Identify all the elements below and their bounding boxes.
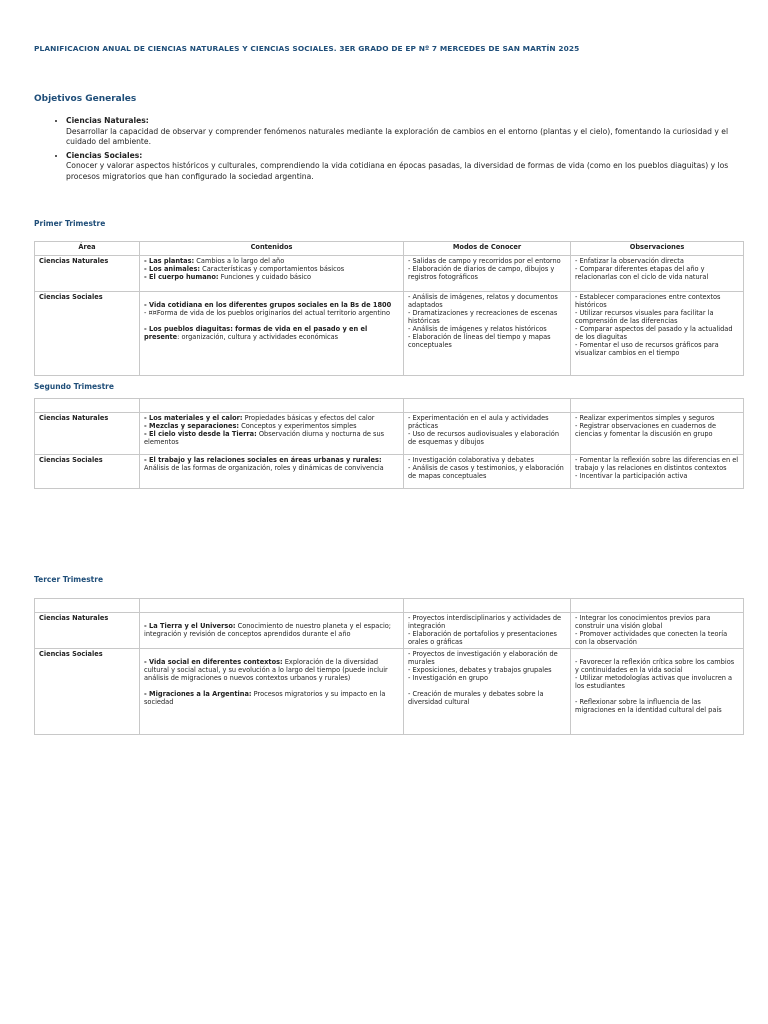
observacion-item: - Favorecer la reflexión crítica sobre los cambios y continuidades en la vida social — [575, 658, 735, 674]
observacion-item: - Utilizar recursos visuales para facilitar la comprensión de las diferencias — [575, 309, 714, 325]
observaciones-cell — [571, 455, 744, 489]
observaciones-cell — [571, 613, 744, 649]
contenidos-cell — [140, 613, 404, 649]
column-header — [571, 399, 744, 413]
observacion-item: - Integrar los conocimientos previos para construir una visión global — [575, 614, 711, 630]
modo-item: - Análisis de imágenes y relatos históricos — [408, 325, 547, 333]
table-header-row — [35, 399, 744, 413]
content-topic: - Mezclas y separaciones: — [144, 422, 240, 430]
column-header: Observaciones — [571, 242, 744, 256]
observaciones-cell — [571, 292, 744, 376]
table-header-row — [35, 599, 744, 613]
content-detail: Análisis de las formas de organización, roles y dinámicas de convivencia — [144, 464, 384, 472]
column-header — [404, 599, 571, 613]
modos-cell — [404, 455, 571, 489]
objective-item — [66, 116, 746, 148]
observaciones-cell — [571, 256, 744, 292]
content-topic: - El cuerpo humano: — [144, 273, 219, 281]
content-detail: Observación diurna y nocturna de sus elementos — [144, 430, 385, 446]
contenidos-cell — [140, 649, 404, 735]
spacer — [144, 293, 399, 301]
spacer — [144, 682, 399, 690]
observacion-item: - Incentivar la participación activa — [575, 472, 688, 480]
objective-name: Ciencias Naturales: — [66, 116, 149, 125]
modos-cell — [404, 292, 571, 376]
observacion-item: - Comparar aspectos del pasado y la actualidad de los diaguitas — [575, 325, 733, 341]
column-header — [140, 599, 404, 613]
document-title: PLANIFICACION ANUAL DE CIENCIAS NATURALES Y CIENCIAS SOCIALES. 3ER GRADO DE EP Nº 7 MERCEDES DE SAN MARTÍN 2025 — [34, 44, 580, 53]
modo-item: - Creación de murales y debates sobre la diversidad cultural — [408, 690, 544, 706]
modo-item: - Dramatizaciones y recreaciones de escenas históricas — [408, 309, 558, 325]
modo-item: - Proyectos de investigación y elaboración de murales — [408, 650, 558, 666]
content-topic: - Los materiales y el calor: — [144, 414, 243, 422]
objective-item — [66, 151, 746, 183]
spacer — [575, 690, 739, 698]
column-header: Área — [35, 242, 140, 256]
column-header — [35, 599, 140, 613]
column-header — [571, 599, 744, 613]
content-topic: - La Tierra y el Universo: — [144, 622, 236, 630]
content-item — [144, 301, 399, 309]
content-item — [144, 325, 399, 341]
objective-name: Ciencias Sociales: — [66, 150, 143, 160]
column-header — [404, 399, 571, 413]
content-item — [144, 265, 399, 273]
modos-cell — [404, 413, 571, 455]
spacer — [144, 614, 399, 622]
column-header: Modos de Conocer — [404, 242, 571, 256]
trimester-2-table — [34, 398, 744, 489]
observacion-item: - Comparar diferentes etapas del año y relacionarlas con el ciclo de vida natural — [575, 265, 709, 281]
content-detail: Exploración de la diversidad cultural y social actual, y su evolución a lo largo del tiempo (puede incluir análisis de migraciones o nuevos contextos urbanos y rurales) — [144, 658, 388, 682]
content-topic: - Vida cotidiana en los diferentes grupos sociales en la Bs de 1800 — [144, 301, 392, 309]
spacer — [144, 650, 399, 658]
objectives-heading: Objetivos Generales — [34, 94, 137, 104]
content-item — [144, 622, 399, 638]
content-detail: Propiedades básicas y efectos del calor — [242, 414, 375, 422]
modo-item: - Elaboración de líneas del tiempo y mapas conceptuales — [408, 333, 551, 349]
observacion-item: - Promover actividades que conecten la teoría con la observación — [575, 630, 728, 646]
area-cell: Ciencias Naturales — [35, 413, 140, 455]
content-detail: Conceptos y experimentos simples — [239, 422, 357, 430]
spacer — [575, 650, 739, 658]
content-topic: - El cielo visto desde la Tierra: — [144, 430, 257, 438]
observacion-item: - Registrar observaciones en cuadernos de ciencias y fomentar la discusión en grupo — [575, 422, 717, 438]
objectives-list — [50, 116, 746, 185]
content-item — [144, 422, 399, 430]
content-topic: - El trabajo y las relaciones sociales en áreas urbanas y rurales: — [144, 456, 382, 464]
content-topic: - Los pueblos diaguitas: formas de vida en el pasado y en el presente — [144, 325, 368, 341]
content-detail: : organización, cultura y actividades económicas — [177, 333, 339, 341]
trimester-1-heading: Primer Trimestre — [34, 219, 106, 228]
objective-text: Desarrollar la capacidad de observar y comprender fenómenos naturales mediante la exploración de cambios en el entorno (plantas y el cielo), fomentando la curiosidad y el cuidado del ambiente. — [66, 126, 729, 146]
content-item — [144, 690, 399, 706]
content-item — [144, 456, 399, 472]
content-item — [144, 658, 399, 682]
table-row — [35, 613, 744, 649]
modos-cell — [404, 613, 571, 649]
modo-item: - Exposiciones, debates y trabajos grupales — [408, 666, 552, 674]
modo-item: - Análisis de casos y testimonios, y elaboración de mapas conceptuales — [408, 464, 564, 480]
content-detail: Cambios a lo largo del año — [194, 257, 285, 265]
spacer — [408, 682, 566, 690]
spacer — [144, 317, 399, 325]
column-header — [35, 399, 140, 413]
area-cell: Ciencias Naturales — [35, 613, 140, 649]
area-cell: Ciencias Sociales — [35, 649, 140, 735]
content-detail: Funciones y cuidado básico — [218, 273, 312, 281]
contenidos-cell — [140, 455, 404, 489]
observacion-item: - Enfatizar la observación directa — [575, 257, 684, 265]
table-row — [35, 292, 744, 376]
trimester-3-heading: Tercer Trimestre — [34, 575, 104, 584]
content-item — [144, 414, 399, 422]
observacion-item: - Realizar experimentos simples y seguros — [575, 414, 715, 422]
observacion-item: - Utilizar metodologías activas que involucren a los estudiantes — [575, 674, 733, 690]
table-row — [35, 649, 744, 735]
content-topic: - Los animales: — [144, 265, 201, 273]
area-cell: Ciencias Naturales — [35, 256, 140, 292]
modo-item: - Uso de recursos audiovisuales y elaboración de esquemas y dibujos — [408, 430, 559, 446]
content-topic: - Las plantas: — [144, 257, 195, 265]
content-detail: - ¤¤Forma de vida de los pueblos originarios del actual territorio argentino — [144, 309, 390, 317]
objective-text: Conocer y valorar aspectos históricos y culturales, comprendiendo la vida cotidiana en épocas pasadas, la diversidad de formas de vida (como en los pueblos diaguitas) y los procesos migratorios que han configurado la sociedad argentina. — [66, 161, 729, 181]
contenidos-cell — [140, 292, 404, 376]
trimester-2-heading: Segundo Trimestre — [34, 382, 114, 391]
column-header — [140, 399, 404, 413]
modos-cell — [404, 649, 571, 735]
table-row — [35, 256, 744, 292]
modo-item: - Proyectos interdisciplinarios y actividades de integración — [408, 614, 562, 630]
table-row — [35, 455, 744, 489]
modo-item: - Experimentación en el aula y actividades prácticas — [408, 414, 549, 430]
content-item — [144, 273, 399, 281]
modos-cell — [404, 256, 571, 292]
column-header: Contenidos — [140, 242, 404, 256]
observaciones-cell — [571, 649, 744, 735]
table-row — [35, 413, 744, 455]
content-detail: Características y comportamientos básicos — [200, 265, 345, 273]
modo-item: - Salidas de campo y recorridos por el entorno — [408, 257, 561, 265]
modo-item: - Elaboración de diarios de campo, dibujos y registros fotográficos — [408, 265, 555, 281]
table-header-row — [35, 242, 744, 256]
observacion-item: - Fomentar el uso de recursos gráficos para visualizar cambios en el tiempo — [575, 341, 719, 357]
area-cell: Ciencias Sociales — [35, 455, 140, 489]
trimester-3-table — [34, 598, 744, 735]
contenidos-cell — [140, 256, 404, 292]
content-topic: - Vida social en diferentes contextos: — [144, 658, 283, 666]
modo-item: - Elaboración de portafolios y presentaciones orales o gráficas — [408, 630, 557, 646]
content-item — [144, 257, 399, 265]
content-detail: Procesos migratorios y su impacto en la sociedad — [144, 690, 386, 706]
modo-item: - Investigación en grupo — [408, 674, 489, 682]
content-detail: Conocimiento de nuestro planeta y el espacio; integración y revisión de conceptos aprendidos durante el año — [144, 622, 392, 638]
observacion-item: - Fomentar la reflexión sobre las diferencias en el trabajo y las relaciones en distintos contextos — [575, 456, 739, 472]
observacion-item: - Reflexionar sobre la influencia de las migraciones en la identidad cultural del país — [575, 698, 722, 714]
content-item — [144, 309, 399, 317]
modo-item: - Análisis de imágenes, relatos y documentos adaptados — [408, 293, 558, 309]
observacion-item: - Establecer comparaciones entre contextos históricos — [575, 293, 721, 309]
area-cell: Ciencias Sociales — [35, 292, 140, 376]
modo-item: - Investigación colaborativa y debates — [408, 456, 534, 464]
trimester-1-table — [34, 241, 744, 376]
contenidos-cell — [140, 413, 404, 455]
content-item — [144, 430, 399, 446]
observaciones-cell — [571, 413, 744, 455]
content-topic: - Migraciones a la Argentina: — [144, 690, 252, 698]
